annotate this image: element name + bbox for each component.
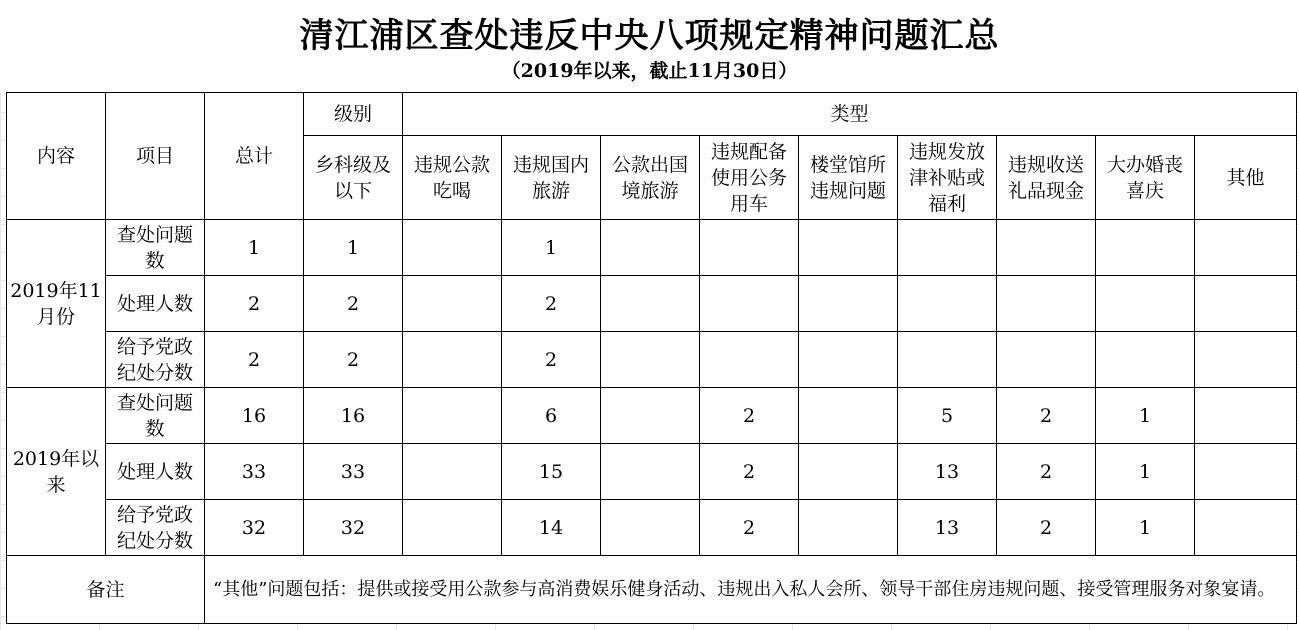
- row-type-value: [1195, 500, 1297, 556]
- header-type: 类型: [403, 93, 1297, 136]
- row-type-value: 2: [700, 500, 799, 556]
- row-type-value: 2: [700, 444, 799, 500]
- row-type-value: 1: [1096, 444, 1195, 500]
- row-item: 查处问题数: [106, 388, 205, 444]
- row-type-value: [799, 444, 898, 500]
- table-row: [7, 276, 1297, 332]
- row-type-value: [601, 444, 700, 500]
- row-type-value: 1: [502, 220, 601, 276]
- row-type-value: [601, 220, 700, 276]
- row-type-value: 2: [997, 500, 1096, 556]
- header-type-cell: 违规发放津补贴或福利: [898, 136, 997, 220]
- row-type-value: [1195, 220, 1297, 276]
- table-row: [7, 388, 1297, 444]
- row-type-value: [799, 220, 898, 276]
- page-subtitle: （2019年以来，截止11月30日）: [501, 60, 798, 82]
- title-area: [0, 0, 1299, 92]
- row-type-value: 14: [502, 500, 601, 556]
- row-type-value: [1096, 332, 1195, 388]
- row-total: 2: [205, 332, 304, 388]
- group-label: 2019年以来: [7, 388, 106, 556]
- row-level: 1: [304, 220, 403, 276]
- row-type-value: [1195, 276, 1297, 332]
- table-row: [7, 220, 1297, 276]
- row-type-value: 13: [898, 500, 997, 556]
- note-text: “其他”问题包括：提供或接受用公款参与高消费娱乐健身活动、违规出入私人会所、领导干部住房违规问题、接受管理服务对象宴请。: [205, 556, 1297, 624]
- row-level: 32: [304, 500, 403, 556]
- row-type-value: [700, 220, 799, 276]
- header-type-cell: 违规公款吃喝: [403, 136, 502, 220]
- row-type-value: [601, 500, 700, 556]
- row-type-value: [799, 276, 898, 332]
- row-type-value: [403, 500, 502, 556]
- row-total: 2: [205, 276, 304, 332]
- header-content: 内容: [7, 93, 106, 220]
- row-item: 给予党政纪处分数: [106, 500, 205, 556]
- row-level: 33: [304, 444, 403, 500]
- row-type-value: [403, 444, 502, 500]
- row-type-value: [997, 220, 1096, 276]
- row-item: 给予党政纪处分数: [106, 332, 205, 388]
- row-type-value: [799, 500, 898, 556]
- row-total: 32: [205, 500, 304, 556]
- group-label: 2019年11月份: [7, 220, 106, 388]
- row-total: 33: [205, 444, 304, 500]
- row-type-value: [403, 220, 502, 276]
- row-type-value: [601, 332, 700, 388]
- row-type-value: [403, 388, 502, 444]
- row-type-value: [403, 332, 502, 388]
- row-type-value: [898, 220, 997, 276]
- row-type-value: [997, 332, 1096, 388]
- row-type-value: [1195, 388, 1297, 444]
- row-type-value: [700, 332, 799, 388]
- row-type-value: 2: [997, 444, 1096, 500]
- note-row: [7, 556, 1297, 624]
- header-level: 级别: [304, 93, 403, 136]
- row-type-value: [1195, 444, 1297, 500]
- row-item: 处理人数: [106, 444, 205, 500]
- row-type-value: [799, 388, 898, 444]
- row-type-value: [601, 276, 700, 332]
- row-level: 2: [304, 276, 403, 332]
- header-level-sub: 乡科级及以下: [304, 136, 403, 220]
- header-type-cell: 违规国内旅游: [502, 136, 601, 220]
- row-level: 16: [304, 388, 403, 444]
- row-type-value: [898, 332, 997, 388]
- row-item: 处理人数: [106, 276, 205, 332]
- row-type-value: 13: [898, 444, 997, 500]
- row-type-value: 6: [502, 388, 601, 444]
- row-type-value: 2: [700, 388, 799, 444]
- table-row: [7, 444, 1297, 500]
- row-level: 2: [304, 332, 403, 388]
- row-type-value: [403, 276, 502, 332]
- row-type-value: 15: [502, 444, 601, 500]
- row-type-value: 5: [898, 388, 997, 444]
- row-type-value: 2: [997, 388, 1096, 444]
- header-type-cell: 违规配备使用公务用车: [700, 136, 799, 220]
- row-total: 1: [205, 220, 304, 276]
- summary-table: [6, 92, 1297, 624]
- row-type-value: 2: [502, 332, 601, 388]
- row-type-value: [1195, 332, 1297, 388]
- row-type-value: [1096, 220, 1195, 276]
- row-type-value: [700, 276, 799, 332]
- row-item: 查处问题数: [106, 220, 205, 276]
- header-type-cell: 公款出国境旅游: [601, 136, 700, 220]
- header-type-cell: 大办婚丧喜庆: [1096, 136, 1195, 220]
- note-label: 备注: [7, 556, 205, 624]
- header-total: 总计: [205, 93, 304, 220]
- row-type-value: [1096, 276, 1195, 332]
- header-type-cell: 其他: [1195, 136, 1297, 220]
- row-total: 16: [205, 388, 304, 444]
- header-item: 项目: [106, 93, 205, 220]
- header-type-cell: 楼堂馆所违规问题: [799, 136, 898, 220]
- row-type-value: [601, 388, 700, 444]
- row-type-value: [898, 276, 997, 332]
- header-type-cell: 违规收送礼品现金: [997, 136, 1096, 220]
- page-title: 清江浦区查处违反中央八项规定精神问题汇总: [299, 16, 1000, 56]
- row-type-value: 1: [1096, 500, 1195, 556]
- row-type-value: [799, 332, 898, 388]
- row-type-value: [997, 276, 1096, 332]
- table-row: [7, 500, 1297, 556]
- row-type-value: 2: [502, 276, 601, 332]
- table-row: [7, 332, 1297, 388]
- row-type-value: 1: [1096, 388, 1195, 444]
